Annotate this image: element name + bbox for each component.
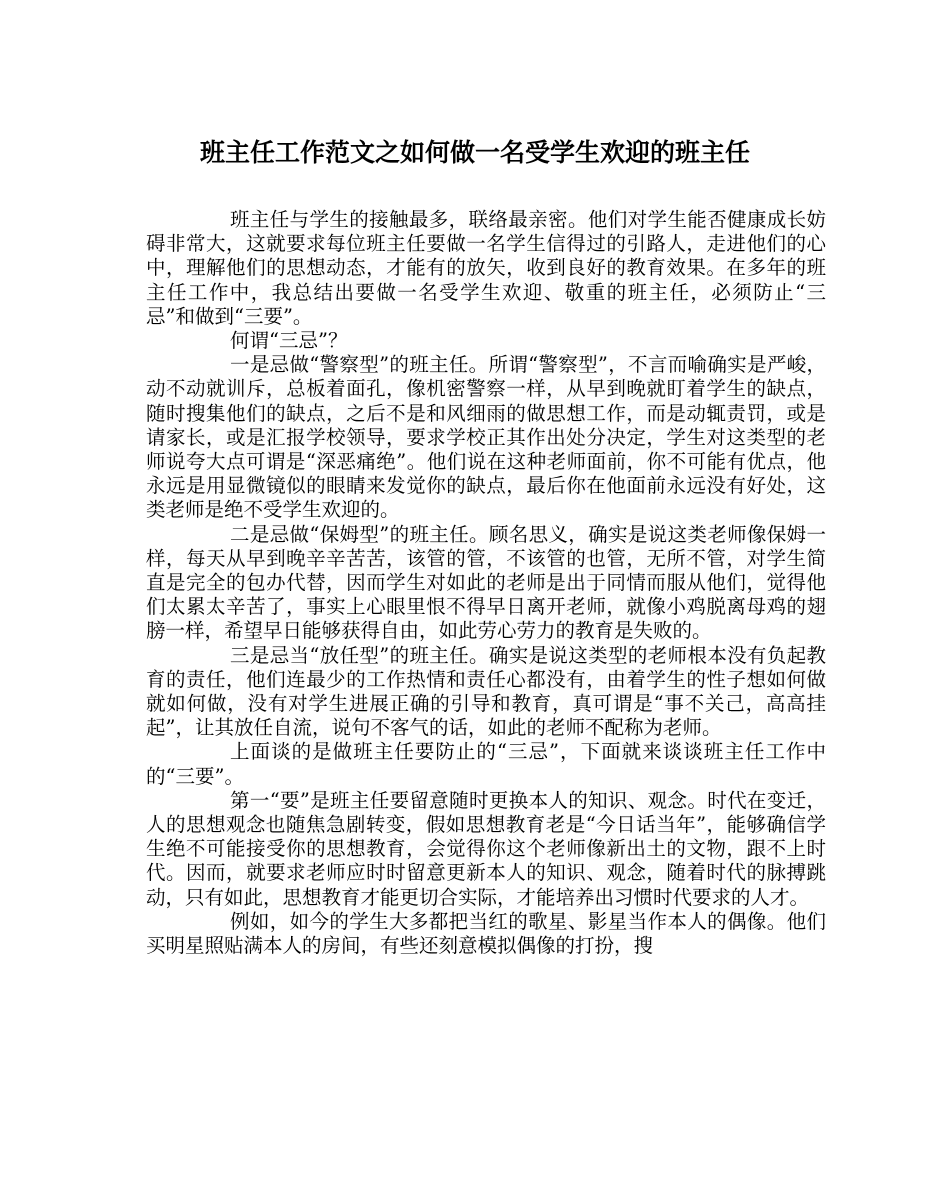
paragraph-taboo-police: 一是忌做“警察型”的班主任。所谓“警察型”，不言而喻确实是严峻，动不动就训斥，总板着面孔，像机密警察一样，从早到晚就盯着学生的缺点，随时搜集他们的缺点，之后不是和风细雨的做思想工作，而是动辄责罚，或是请家长，或是汇报学校领导，要求学校正其作出处分决定，学生对这类型的老师说夸大点可谓是“深恶痛绝”。他们说在这种老师面前，你不可能有优点，他永远是用显微镜似的眼睛来发觉你的缺点，最后你在他面前永远没有好处，这类老师是绝不受学生欢迎的。 bbox=[146, 353, 826, 522]
paragraph-intro: 班主任与学生的接触最多，联络最亲密。他们对学生能否健康成长妨碍非常大，这就要求每位班主任要做一名学生信得过的引路人，走进他们的心中，理解他们的思想动态，才能有的放矢，收到良好的教育效果。在多年的班主任工作中，我总结出要做一名受学生欢迎、敬重的班主任，必须防止“三忌”和做到“三要”。 bbox=[146, 208, 826, 328]
paragraph-taboo-nanny: 二是忌做“保姆型”的班主任。顾名思义，确实是说这类老师像保姆一样，每天从早到晚辛辛苦苦，该管的管，不该管的也管，无所不管，对学生简直是完全的包办代替，因而学生对如此的老师是出于同情而服从他们，觉得他们太累太辛苦了，事实上心眼里恨不得早日离开老师，就像小鸡脱离母鸡的翅膀一样，希望早日能够获得自由，如此劳心劳力的教育是失败的。 bbox=[146, 522, 826, 643]
paragraph-three-taboos-heading: 何谓“三忌”？ bbox=[230, 329, 348, 353]
document-title: 班主任工作范文之如何做一名受学生欢迎的班主任 bbox=[199, 138, 750, 167]
paragraph-taboo-laissez-faire: 三是忌当“放任型”的班主任。确实是说这类型的老师根本没有负起教育的责任，他们连最少的工作热情和责任心都没有，由着学生的性子想如何做就如何做，没有对学生进展正确的引导和教育，真可谓是“事不关己，高高挂起”，让其放任自流，说句不客气的话，如此的老师不配称为老师。 bbox=[146, 643, 826, 740]
document-body bbox=[146, 208, 826, 958]
paragraph-transition: 上面谈的是做班主任要防止的“三忌”，下面就来谈谈班主任工作中的“三要”。 bbox=[146, 740, 826, 788]
paragraph-first-requirement: 第一“要”是班主任要留意随时更换本人的知识、观念。时代在变迁，人的思想观念也随焦急剧转变，假如思想教育老是“今日话当年”，能够确信学生绝不可能接受你的思想教育，会觉得你这个老师像新出土的文物，跟不上时代。因而，就要求老师应时时留意更新本人的知识、观念，随着时代的脉搏跳动，只有如此，思想教育才能更切合实际，才能培养出习惯时代要求的人才。 bbox=[146, 788, 826, 909]
paragraph-example: 例如，如今的学生大多都把当红的歌星、影星当作本人的偶像。他们买明星照贴满本人的房间，有些还刻意模拟偶像的打扮，搜 bbox=[146, 909, 826, 958]
